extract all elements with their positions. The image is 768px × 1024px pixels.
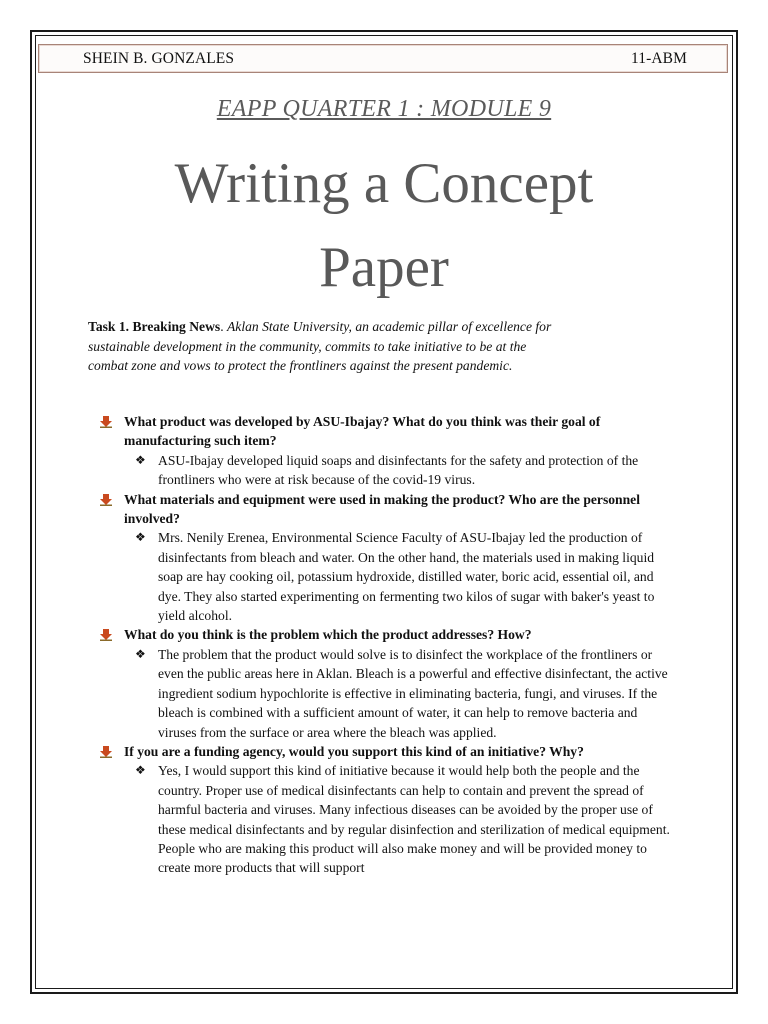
four-diamond-icon: ❖	[135, 646, 146, 661]
answer-item	[98, 645, 678, 742]
task-text: Aklan State University, an academic pillar of excellence for sustainable development in the community, commits to take initiative to be at the combat zone and vows to protect the frontliners against the present pandemic.	[88, 319, 552, 374]
down-arrow-icon	[100, 416, 112, 428]
question-text: What materials and equipment were used in making the product? Who are the personnel involved?	[124, 491, 640, 527]
question-list	[98, 412, 678, 878]
student-name: SHEIN B. GONZALES	[83, 49, 235, 67]
down-arrow-icon	[100, 746, 112, 758]
question-item	[98, 742, 678, 761]
answer-item	[98, 451, 678, 490]
four-diamond-icon: ❖	[135, 452, 146, 467]
task-title: Task 1. Breaking News	[88, 319, 221, 334]
page-title-line-2: Paper	[319, 236, 449, 299]
four-diamond-icon: ❖	[135, 530, 146, 545]
question-item	[98, 625, 678, 644]
down-arrow-icon	[100, 629, 112, 641]
answer-text: Yes, I would support this kind of initiative because it would help both the people and the country. Proper use of medical disinfectants can help to contain and prevent the spread of harmful bacteria and viruses. Many infectious diseases can be avoided by the proper use of these medical disinfectants and by regular disinfection and sterilization of medical equipment. People who are making this product will also make money and will be provided money to create more products that will support	[158, 763, 670, 876]
student-section: 11-ABM	[630, 49, 687, 67]
four-diamond-icon: ❖	[135, 763, 146, 778]
module-heading: EAPP QUARTER 1 : MODULE 9	[216, 96, 552, 122]
question-item	[98, 412, 678, 451]
answer-item	[98, 761, 678, 877]
question-text: If you are a funding agency, would you support this kind of an initiative? Why?	[124, 743, 584, 759]
answer-text: Mrs. Nenily Erenea, Environmental Science Faculty of ASU-Ibajay led the production of disinfectants from bleach and water. On the other hand, the materials used in making liquid soap are hay cooking oil, potassium hydroxide, distilled water, boric acid, essential oil, and dye. They also started experimenting on fermenting two kilos of sugar with baker's yeast to yield alcohol.	[158, 530, 655, 624]
down-arrow-icon	[100, 494, 112, 506]
answer-text: The problem that the product would solve is to disinfect the workplace of the frontliners or even the public areas here in Aklan. Bleach is a powerful and effective disinfectant, the active ingredient sodium hypochlorite is effective in eliminating bacteria, fungi, and viruses. If the bleach is combined with a sufficient amount of water, it can help to remove bacteria and viruses from the surface or area where the bleach was applied.	[158, 646, 668, 740]
question-text: What do you think is the problem which the product addresses? How?	[124, 627, 532, 643]
answer-text: ASU-Ibajay developed liquid soaps and disinfectants for the safety and protection of the frontliners who were at risk because of the covid-19 virus.	[158, 452, 639, 488]
page-title-line-1: Writing a Concept	[174, 152, 594, 215]
question-text: What product was developed by ASU-Ibajay? What do you think was their goal of manufacturing such item?	[124, 414, 601, 449]
task-intro	[88, 317, 558, 376]
answer-item	[98, 528, 678, 625]
page-title	[60, 142, 708, 310]
task-title-period: .	[220, 319, 227, 334]
header-bar	[38, 44, 728, 73]
question-item	[98, 490, 678, 529]
